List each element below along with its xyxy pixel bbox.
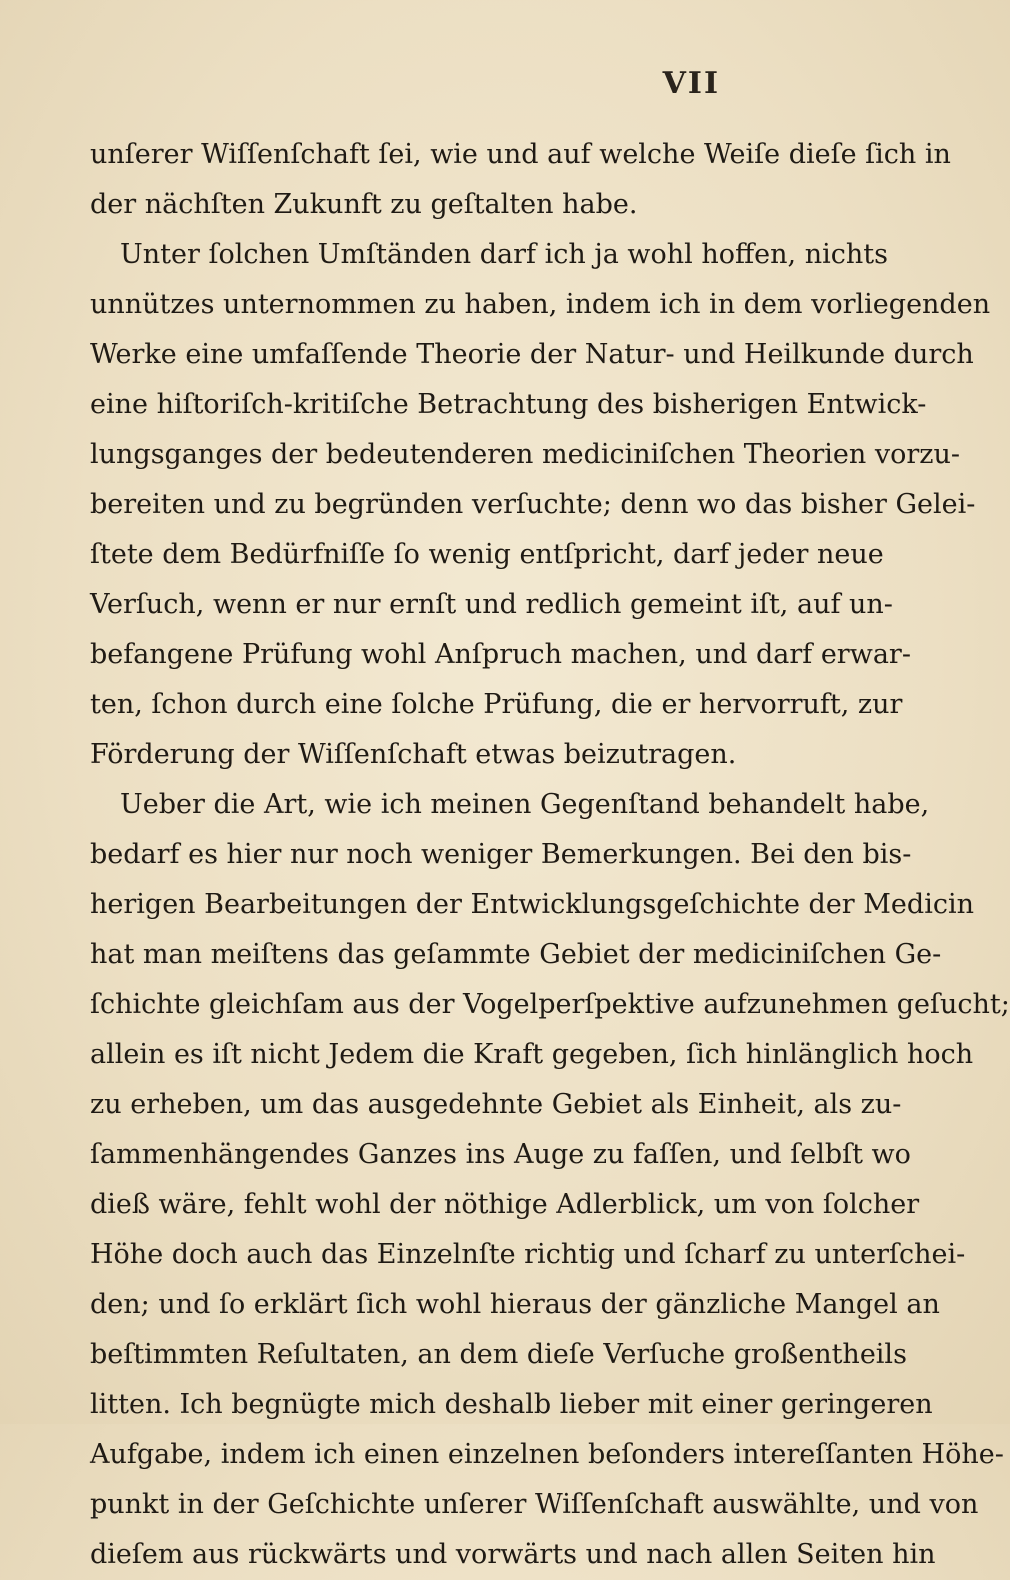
text-line: herigen Bearbeitungen der Entwicklungsgeſchichte der Medicin [90, 889, 974, 920]
text-line: der nächſten Zukunft zu geſtalten habe. [90, 189, 638, 220]
text-line: den; und ſo erklärt ſich wohl hieraus der gänzliche Mangel an [90, 1289, 940, 1320]
text-line: punkt in der Geſchichte unſerer Wiſſenſchaft auswählte, und von [90, 1489, 979, 1520]
text-line: befangene Prüfung wohl Anſpruch machen, und darf erwar- [90, 639, 911, 670]
text-line: ten, ſchon durch eine ſolche Prüfung, die er hervorruft, zur [90, 689, 903, 720]
text-line: allein es iſt nicht Jedem die Kraft gegeben, ſich hinlänglich hoch [90, 1039, 974, 1070]
text-line: Verſuch, wenn er nur ernſt und redlich gemeint iſt, auf un- [90, 589, 893, 620]
text-line: Werke eine umfaſſende Theorie der Natur- und Heilkunde durch [90, 339, 974, 370]
text-line: Unter ſolchen Umſtänden darf ich ja wohl hoffen, nichts [120, 239, 888, 270]
text-line: dieß wäre, fehlt wohl der nöthige Adlerblick, um von ſolcher [90, 1189, 920, 1220]
text-line: Aufgabe, indem ich einen einzelnen beſonders intereſſanten Höhe- [90, 1439, 1004, 1470]
page-number: VII [662, 66, 720, 101]
text-line: ſammenhängendes Ganzes ins Auge zu faſſen, und ſelbſt wo [90, 1139, 911, 1170]
text-line: ſchichte gleichſam aus der Vogelperſpektive aufzunehmen geſucht; [90, 989, 1010, 1020]
text-line: unſerer Wiſſenſchaft ſei, wie und auf welche Weiſe dieſe ſich in [90, 139, 951, 170]
text-line: unnützes unternommen zu haben, indem ich in dem vorliegenden [90, 289, 991, 320]
text-line: zu erheben, um das ausgedehnte Gebiet als Einheit, als zu- [90, 1089, 902, 1120]
text-line: dieſem aus rückwärts und vorwärts und nach allen Seiten hin [90, 1539, 936, 1570]
text-line: Förderung der Wiſſenſchaft etwas beizutragen. [90, 739, 737, 770]
text-line: beſtimmten Reſultaten, an dem dieſe Verſuche großentheils [90, 1339, 907, 1370]
text-line: eine hiſtoriſch-kritiſche Betrachtung des bisherigen Entwick- [90, 389, 927, 420]
text-line: Ueber die Art, wie ich meinen Gegenſtand behandelt habe, [120, 789, 930, 820]
text-line: hat man meiſtens das geſammte Gebiet der mediciniſchen Ge- [90, 939, 942, 970]
text-line: litten. Ich begnügte mich deshalb lieber mit einer geringeren [90, 1389, 933, 1420]
text-line: bedarf es hier nur noch weniger Bemerkungen. Bei den bis- [90, 839, 912, 870]
text-line: ſtete dem Bedürfniſſe ſo wenig entſpricht, darf jeder neue [90, 539, 884, 570]
body-text [90, 130, 1010, 1580]
text-line: Höhe doch auch das Einzelnſte richtig und ſcharf zu unterſchei- [90, 1239, 966, 1270]
text-line: bereiten und zu begründen verſuchte; denn wo das bisher Gelei- [90, 489, 976, 520]
text-line: lungsganges der bedeutenderen mediciniſchen Theorien vorzu- [90, 439, 961, 470]
